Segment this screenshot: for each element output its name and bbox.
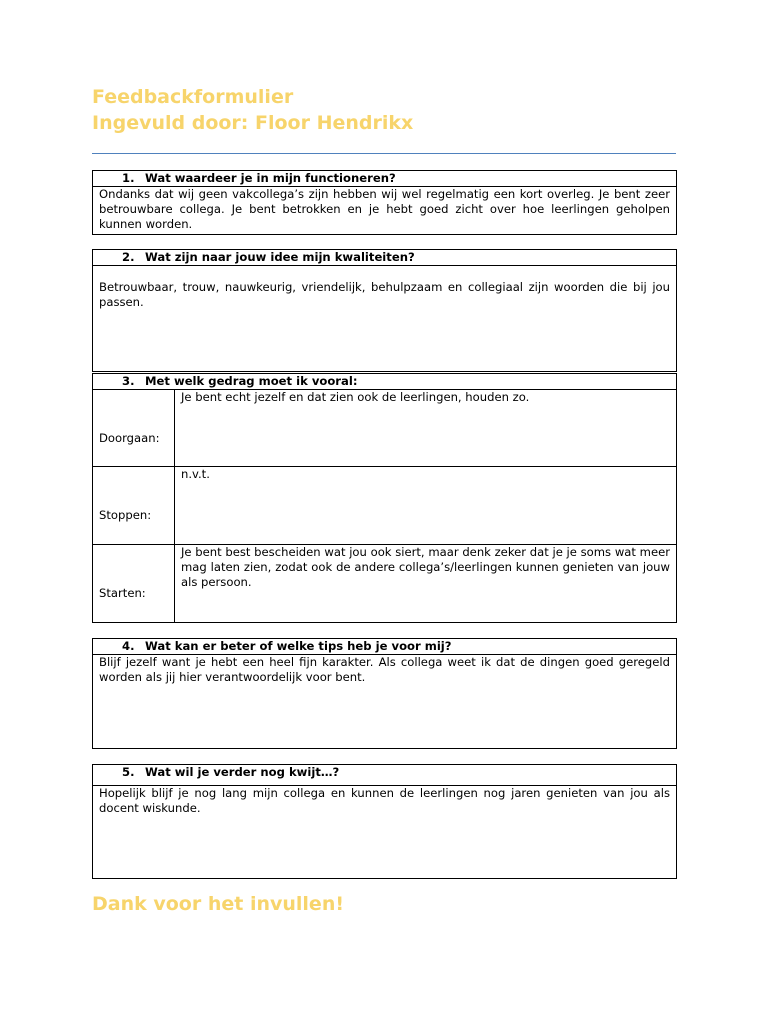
- behavior-label-start: Starten:: [93, 545, 175, 623]
- section-4-header: [93, 639, 677, 655]
- section-question: Wat zijn naar jouw idee mijn kwaliteiten?: [145, 250, 415, 264]
- section-1-header: [93, 171, 677, 187]
- behavior-answer-stop: n.v.t.: [175, 467, 677, 545]
- section-question: Wat waardeer je in mijn functioneren?: [145, 171, 396, 185]
- section-number: 2.: [122, 250, 135, 264]
- form-title: Feedbackformulier: [92, 86, 294, 108]
- section-5-header: [93, 765, 677, 786]
- section-4-answer: Blijf jezelf want je hebt een heel fijn karakter. Als collega weet ik dat de dingen goed geregeld worden als jij hier verantwoordelijk voor bent.: [93, 655, 677, 749]
- section-number: 5.: [122, 765, 135, 779]
- section-question: Wat kan er beter of welke tips heb je voor mij?: [145, 639, 452, 653]
- section-1: [92, 170, 677, 235]
- closing-message: Dank voor het invullen!: [92, 893, 345, 915]
- filled-by: Ingevuld door: Floor Hendrikx: [92, 112, 414, 134]
- section-3: [92, 373, 677, 623]
- section-5-answer: Hopelijk blijf je nog lang mijn collega en kunnen de leerlingen nog jaren genieten van jou als docent wiskunde.: [93, 786, 677, 879]
- behavior-answer-continue: Je bent echt jezelf en dat zien ook de leerlingen, houden zo.: [175, 390, 677, 467]
- section-number: 3.: [122, 374, 135, 388]
- section-question: Met welk gedrag moet ik vooral:: [145, 374, 358, 388]
- section-2-header: [93, 250, 677, 266]
- divider: [92, 153, 676, 154]
- behavior-label-stop: Stoppen:: [93, 467, 175, 545]
- section-4: [92, 638, 677, 749]
- behavior-label-continue: Doorgaan:: [93, 390, 175, 467]
- section-number: 4.: [122, 639, 135, 653]
- section-number: 1.: [122, 171, 135, 185]
- section-question: Wat wil je verder nog kwijt…?: [145, 765, 340, 779]
- section-1-answer: Ondanks dat wij geen vakcollega’s zijn hebben wij wel regelmatig een kort overleg. Je bent zeer betrouwbare collega. Je bent betrokken en je hebt goed zicht over hoe leerlingen geholpen kunnen worden.: [93, 187, 677, 235]
- section-2: [92, 249, 677, 372]
- section-5: [92, 764, 677, 879]
- behavior-answer-start: Je bent best bescheiden wat jou ook siert, maar denk zeker dat je je soms wat meer mag laten zien, zodat ook de andere collega’s/leerlingen kunnen genieten van jouw als persoon.: [175, 545, 677, 623]
- section-3-header: [93, 374, 677, 390]
- section-2-answer: Betrouwbaar, trouw, nauwkeurig, vriendelijk, behulpzaam en collegiaal zijn woorden die bij jou passen.: [93, 266, 677, 372]
